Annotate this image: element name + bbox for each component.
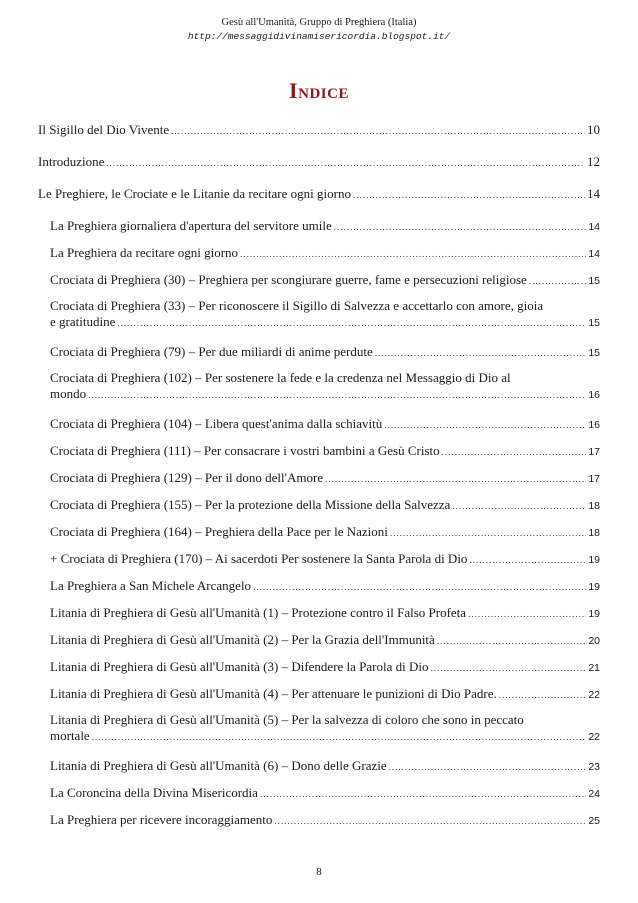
toc-entry[interactable]	[50, 443, 600, 460]
toc-entry-text: Crociata di Preghiera (79) – Per due miliardi di anime perdute	[50, 344, 373, 359]
toc-entry-page: 23	[588, 761, 600, 773]
page-header	[0, 16, 638, 44]
toc-entry-page: 14	[588, 248, 600, 260]
toc-entry-text: Litania di Preghiera di Gesù all'Umanità (4) – Per attenuare le punizioni di Dio Padre.	[50, 686, 497, 701]
toc-entry-page: 14	[587, 186, 600, 201]
toc-entry-text: Crociata di Preghiera (102) – Per sostenere la fede e la credenza nel Messaggio di Dio al	[50, 370, 511, 385]
toc-entry-page: 14	[588, 221, 600, 233]
header-url: http://messaggidivinamisericordia.blogspot.it/	[187, 31, 451, 42]
toc-entry-wrapped[interactable]	[50, 370, 600, 403]
dot-leader	[437, 633, 587, 649]
toc-entry[interactable]	[50, 812, 600, 829]
toc-entry-page: 19	[588, 581, 600, 593]
dot-leader	[469, 552, 586, 568]
toc-entry-page: 25	[588, 815, 600, 827]
dot-leader	[389, 759, 587, 775]
toc-entry[interactable]	[50, 497, 600, 514]
toc-entry-page: 18	[588, 500, 600, 512]
dot-leader	[529, 273, 586, 289]
toc-entry-text: Litania di Preghiera di Gesù all'Umanità (3) – Difendere la Parola di Dio	[50, 659, 429, 674]
toc-entry-text: La Preghiera giornaliera d'apertura del servitore umile	[50, 218, 332, 233]
dot-leader	[384, 417, 586, 433]
page-title: Indice	[289, 78, 349, 103]
toc-entry-page: 21	[588, 662, 600, 674]
toc-entry-text: La Preghiera da recitare ogni giorno	[50, 245, 239, 260]
toc-entry[interactable]	[50, 470, 600, 487]
toc-entry-page: 16	[588, 389, 600, 401]
toc-entry-text: Crociata di Preghiera (33) – Per riconoscere il Sigillo di Salvezza e accettarlo con amore, gioia	[50, 298, 544, 313]
toc-entry-text: Litania di Preghiera di Gesù all'Umanità (6) – Dono delle Grazie	[50, 758, 387, 773]
dot-leader	[274, 813, 586, 829]
toc-entry-text: Crociata di Preghiera (104) – Libera quest'anima dalla schiavitù	[50, 416, 383, 431]
toc-entry-page: 22	[588, 689, 600, 701]
toc-entry-text: La Coroncina della Divina Misericordia	[50, 785, 258, 800]
toc-entry-wrapped[interactable]	[50, 712, 600, 745]
toc-entry-text: La Preghiera a San Michele Arcangelo	[50, 578, 252, 593]
toc-entry-text: Introduzione	[38, 154, 105, 169]
toc-entry-page: 22	[588, 731, 600, 743]
toc-entry-page: 20	[588, 635, 600, 647]
dot-leader	[390, 525, 586, 541]
toc-entry-page: 17	[588, 473, 600, 485]
toc-entry-page: 12	[587, 154, 600, 169]
toc-entry-continuation	[50, 728, 600, 745]
dot-leader	[92, 729, 587, 745]
toc-entry-page: 18	[588, 527, 600, 539]
page-number: 8	[316, 866, 322, 878]
toc-entry-page: 24	[588, 788, 600, 800]
toc-entry-page: 16	[588, 419, 600, 431]
dot-leader	[442, 444, 587, 460]
dot-leader	[117, 315, 586, 331]
toc-entry[interactable]	[50, 758, 600, 775]
dot-leader	[499, 687, 587, 703]
toc-entry[interactable]	[50, 686, 600, 703]
toc-entry-text: Le Preghiere, le Crociate e le Litanie da recitare ogni giorno	[38, 186, 351, 201]
dot-leader	[240, 246, 586, 262]
toc-entry[interactable]	[38, 154, 600, 171]
toc-entry[interactable]	[50, 272, 600, 289]
toc-entry-text: Litania di Preghiera di Gesù all'Umanità (2) – Per la Grazia dell'Immunità	[50, 632, 435, 647]
toc-entry-page: 15	[588, 275, 600, 287]
toc-entry-page: 15	[588, 347, 600, 359]
toc-entry-text: Il Sigillo del Dio Vivente	[38, 122, 170, 137]
header-group-name: Gesù all'Umanità, Gruppo di Preghiera (Italia)	[221, 17, 417, 28]
toc-entry[interactable]	[38, 186, 600, 203]
toc-entry-text: Crociata di Preghiera (129) – Per il dono dell'Amore	[50, 470, 324, 485]
toc-entry[interactable]	[50, 785, 600, 802]
toc-entry-continuation	[50, 386, 600, 403]
toc-entry-text: Litania di Preghiera di Gesù all'Umanità (1) – Protezione contro il Falso Profeta	[50, 605, 467, 620]
dot-leader	[452, 498, 586, 514]
toc-entry[interactable]	[50, 218, 600, 235]
dot-leader	[325, 471, 586, 487]
dot-leader	[431, 660, 587, 676]
dot-leader	[88, 387, 586, 403]
toc-entry-text: Crociata di Preghiera (111) – Per consacrare i vostri bambini a Gesù Cristo	[50, 443, 440, 458]
dot-leader	[375, 345, 587, 361]
toc-entry[interactable]	[50, 551, 600, 568]
toc-entry[interactable]	[50, 524, 600, 541]
dot-leader	[171, 123, 585, 139]
dot-leader	[468, 606, 586, 622]
toc-entry-page: 19	[588, 554, 600, 566]
toc-entry[interactable]	[50, 245, 600, 262]
dot-leader	[260, 786, 586, 802]
toc-entry-text: Litania di Preghiera di Gesù all'Umanità (5) – Per la salvezza di coloro che sono in peccato	[50, 712, 524, 727]
toc-entry-page: 17	[588, 446, 600, 458]
toc-entry[interactable]	[50, 578, 600, 595]
toc-entry-text: Crociata di Preghiera (155) – Per la protezione della Missione della Salvezza	[50, 497, 451, 512]
toc-entry-text: + Crociata di Preghiera (170) – Ai sacerdoti Per sostenere la Santa Parola di Dio	[50, 551, 468, 566]
dot-leader	[253, 579, 586, 595]
toc-entry-text-cont: e gratitudine	[50, 314, 116, 329]
toc-entry-text-cont: mortale	[50, 728, 90, 743]
toc-entry-continuation	[50, 314, 600, 331]
dot-leader	[353, 187, 585, 203]
toc-entry[interactable]	[50, 416, 600, 433]
toc-entry[interactable]	[50, 632, 600, 649]
toc-entry-page: 15	[588, 317, 600, 329]
toc-entry[interactable]	[50, 344, 600, 361]
dot-leader	[106, 155, 585, 171]
toc-entry-text: Crociata di Preghiera (164) – Preghiera della Pace per le Nazioni	[50, 524, 388, 539]
toc-entry-page: 10	[587, 122, 600, 137]
toc-entry[interactable]	[50, 659, 600, 676]
dot-leader	[334, 219, 587, 235]
toc-entry[interactable]	[50, 605, 600, 622]
toc-entry-text: La Preghiera per ricevere incoraggiamento	[50, 812, 273, 827]
toc-entry-wrapped[interactable]	[50, 298, 600, 331]
toc-entry-text-cont: mondo	[50, 386, 87, 401]
toc-entry-page: 19	[588, 608, 600, 620]
toc-entry-text: Crociata di Preghiera (30) – Preghiera per scongiurare guerre, fame e persecuzioni religiose	[50, 272, 527, 287]
toc-entry[interactable]	[38, 122, 600, 139]
